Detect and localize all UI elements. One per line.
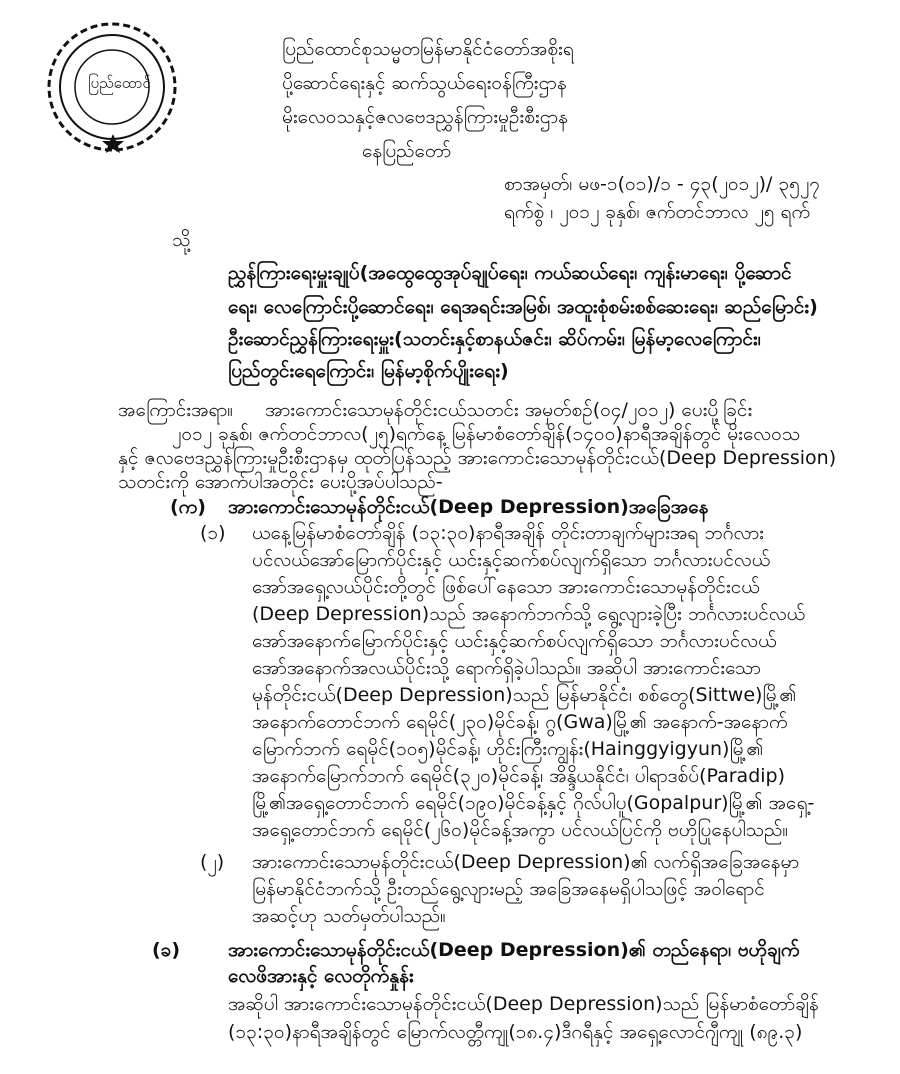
letter-number: စာအမှတ်၊ မဖ-၁(၀၁)/၁ - ၄၃(၂၀၁၂)/ ၃၅၂၇	[504, 173, 820, 195]
final-line: (၁၃:၃၀)နာရီအချိန်တွင် မြောက်လတ္တီကျု(၁၈.၄)ဒီဂရီနှင့် အရှေ့လောင်ဂျီကျု (၈၉.၃)	[228, 1021, 803, 1043]
header-line-3: မိုးလေဝသနှင့်ဇလဗေဒညွှန်ကြားမှုဦးစီးဌာန	[282, 106, 568, 128]
item-2-line: အဆင့်ဟု သတ်မှတ်ပါသည်။	[252, 905, 446, 927]
official-seal-stamp	[45, 20, 180, 155]
to-label: သို့	[172, 229, 191, 251]
item-1-line: ယနေ့မြန်မာစံတော်ချိန် (၁၃:၃၀)နာရီအချိန် တိုင်းတာချက်များအရ ဘင်္ဂလား	[252, 522, 764, 544]
header-line-2: ပို့ဆောင်ရေးနှင့် ဆက်သွယ်ရေးဝန်ကြီးဌာန	[282, 72, 567, 94]
section-kha-number: (ခ)	[152, 939, 181, 961]
item-2-line: အားကောင်းသောမုန်တိုင်းငယ်(Deep Depression)၏ လက်ရှိအခြေအနေမှာ	[252, 851, 800, 873]
section-kha-title-line: လေဖိအားနှင့် လေတိုက်နှုန်း	[228, 965, 414, 987]
item-1-line: ပင်လယ်အော်မြောက်ပိုင်းနှင့် ယင်းနှင့်ဆက်စပ်လျက်ရှိသော ဘင်္ဂလားပင်လယ်	[252, 549, 771, 571]
subject-text: အားကောင်းသောမုန်တိုင်းငယ်သတင်း အမှတ်စဉ်(၀၄/၂၀၁၂) ပေးပို့ခြင်း	[265, 399, 753, 421]
recipient-line: ရေး၊ လေကြောင်းပို့ဆောင်ရေး၊ ရေအရင်းအမြစ်၊ အထူးစုံစမ်းစစ်ဆေးရေး၊ ဆည်မြောင်း)	[228, 296, 818, 318]
intro-line: သတင်းကို အောက်ပါအတိုင်း ပေးပို့အပ်ပါသည်-	[118, 471, 443, 493]
intro-line: ၂၀၁၂ ခုနှစ်၊ ဇက်တင်ဘာလ(၂၅)ရက်နေ့ မြန်မာစံတော်ချိန်(၁၄၀၀)နာရီအချိန်တွင် မိုးလေဝသ	[172, 423, 801, 445]
item-2-line: မြန်မာနိုင်ငံဘက်သို့ ဦးတည်ရွေ့လျားမည့် အခြေအနေမရှိပါသဖြင့် အဝါရောင်	[252, 878, 765, 900]
final-line: အဆိုပါ အားကောင်းသောမုန်တိုင်းငယ်(Deep Depression)သည် မြန်မာစံတော်ချိန်	[228, 993, 819, 1015]
section-ka-title: အားကောင်းသောမုန်တိုင်းငယ်(Deep Depression)အခြေအနေ	[228, 496, 709, 518]
item-1-line: မြို့၏အရှေ့တောင်ဘက် ရေမိုင်(၁၉၀)မိုင်ခန့်နှင့် ဂိုလ်ပါပူ(Gopalpur)မြို့၏ အရှေ့-	[252, 792, 815, 814]
item-1-line: အော်အနောက်အလယ်ပိုင်းသို့ ရောက်ရှိခဲ့ပါသည်။ အဆိုပါ အားကောင်းသော	[252, 657, 761, 679]
recipient-line: ညွှန်ကြားရေးမှူးချုပ်(အထွေထွေအုပ်ချုပ်ရေး၊ ကယ်ဆယ်ရေး၊ ကျန်းမာရေး၊ ပို့ဆောင်	[228, 262, 792, 284]
header-line-4: နေပြည်တော်	[362, 140, 452, 162]
letter-date: ရက်စွဲ ၊ ၂၀၁၂ ခုနှစ်၊ ဇက်တင်ဘာလ ၂၅ ရက်	[504, 201, 811, 223]
item-1-line: အော်အနောက်မြောက်ပိုင်းနှင့် ယင်းနှင့်ဆက်စပ်လျက်ရှိသော ဘင်္ဂလားပင်လယ်	[252, 630, 777, 652]
item-1-line: အနောက်တောင်ဘက် ရေမိုင်(၂၃၀)မိုင်ခန့်၊ ဂွ(Gwa)မြို့၏ အနောက်-အနောက်	[252, 711, 788, 733]
recipient-line: ဦးဆောင်ညွှန်ကြားရေးမှူး(သတင်းနှင့်စာနယ်ဇင်း၊ ဆိပ်ကမ်း၊ မြန်မာ့လေကြောင်း၊	[228, 328, 761, 350]
stamp-text: ပြည်ထောင်	[88, 74, 151, 92]
intro-line: နှင့် ဇလဗေဒညွှန်ကြားမှုဦးစီးဌာနမှ ထုတ်ပြန်သည့် အားကောင်းသောမုန်တိုင်းငယ်(Deep Depression)	[118, 447, 837, 469]
item-1-number: (၁)	[200, 522, 226, 544]
item-1-line: အရှေ့တောင်ဘက် ရေမိုင်(၂၆၀)မိုင်ခန့်အကွာ ပင်လယ်ပြင်ကို ဗဟိုပြုနေပါသည်။	[252, 819, 789, 841]
item-1-line: (Deep Depression)သည် အနောက်ဘက်သို့ ရွေ့လျားခဲ့ပြီး ဘင်္ဂလားပင်လယ်	[252, 603, 806, 625]
item-2-number: (၂)	[200, 851, 225, 873]
subject-label: အကြောင်းအရာ။	[118, 399, 234, 421]
recipient-line: ပြည်တွင်းရေကြောင်း၊ မြန်မာ့စိုက်ပျိုးရေး)	[228, 360, 509, 382]
item-1-line: အော်အရှေ့လယ်ပိုင်းတို့တွင် ဖြစ်ပေါ်နေသော အားကောင်းသောမုန်တိုင်းငယ်	[252, 576, 760, 598]
item-1-line: မုန်တိုင်းငယ်(Deep Depression)သည် မြန်မာနိုင်ငံ၊ စစ်တွေ(Sittwe)မြို့၏	[252, 684, 797, 706]
item-1-line: မြောက်ဘက် ရေမိုင်(၁၀၅)မိုင်ခန့်၊ ဟိုင်းကြီးကျွန်း(Hainggyigyun)မြို့၏	[252, 738, 764, 760]
item-1-line: အနောက်မြောက်ဘက် ရေမိုင်(၃၂၀)မိုင်ခန့်၊ အိန္ဒိယနိုင်ငံ၊ ပါရာဒစ်ပ်(Paradip)	[252, 765, 786, 787]
header-line-1: ပြည်ထောင်စုသမ္မတမြန်မာနိုင်ငံတော်အစိုးရ	[282, 38, 574, 60]
section-ka-number: (က)	[170, 496, 206, 518]
section-kha-title-line: အားကောင်းသောမုန်တိုင်းငယ်(Deep Depression)၏ တည်နေရာ၊ ဗဟိုချက်	[228, 939, 800, 961]
